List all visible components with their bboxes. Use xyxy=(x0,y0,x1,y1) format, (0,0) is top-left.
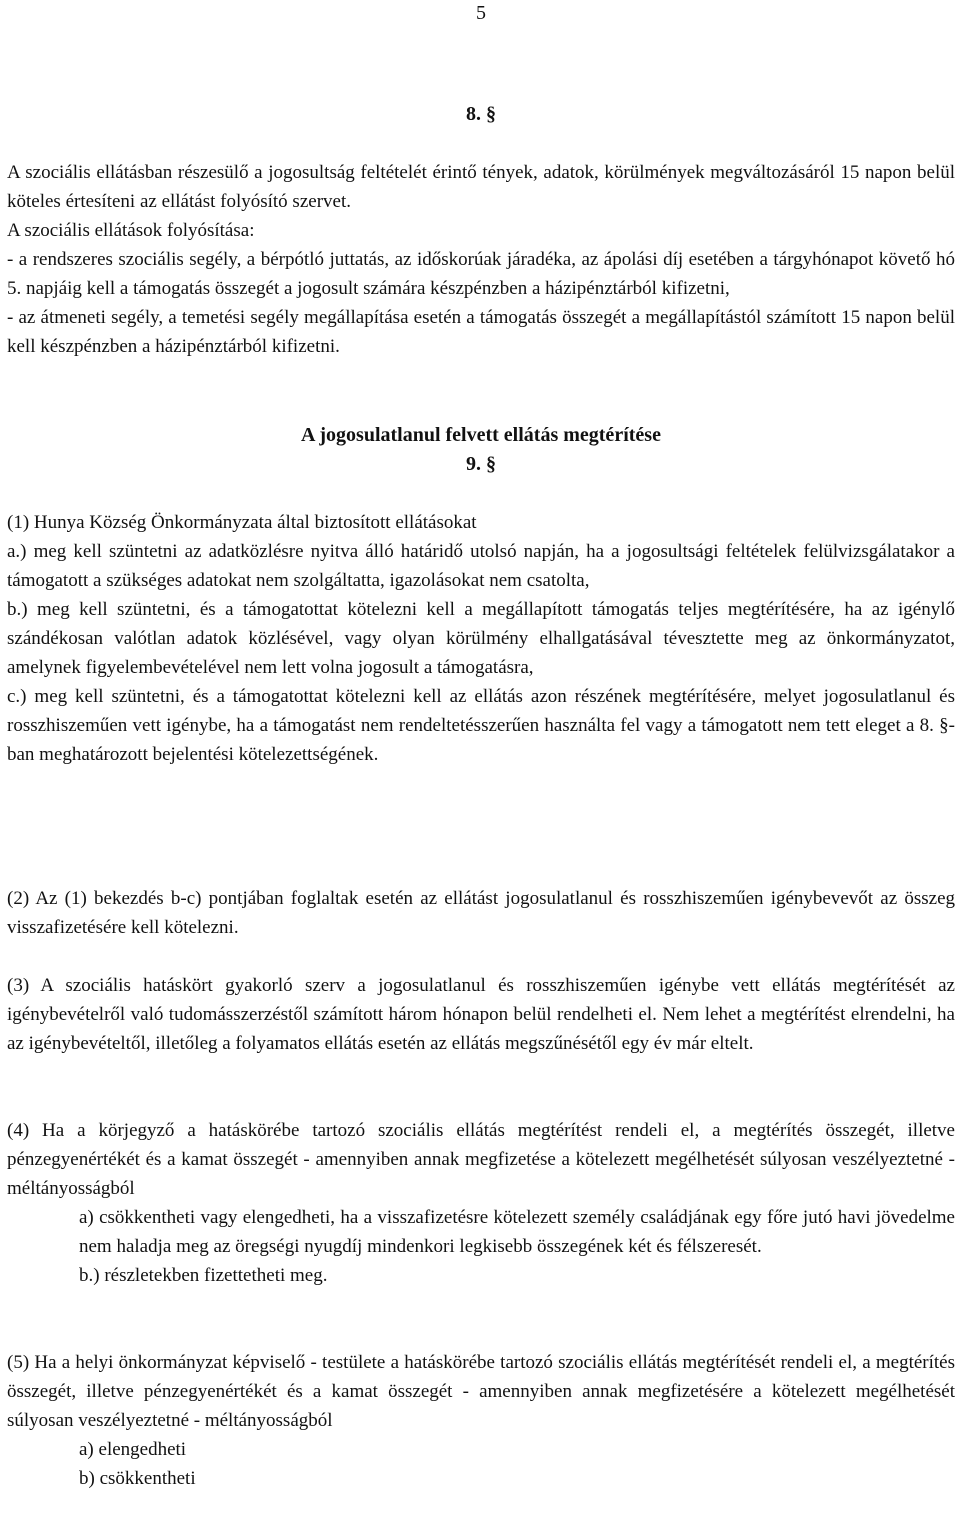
section-9-paragraph-1: (1) Hunya Község Önkormányzata által biztosított ellátásokat xyxy=(7,512,477,533)
section-9-part-5 xyxy=(7,1348,955,1493)
section-9-part-1 xyxy=(7,508,955,769)
section-8-paragraph-4: - az átmeneti segély, a temetési segély megállapítása esetén a támogatás összegét a megállapítástól számított 15 napon belül kell készpénzben a házipénztárból kifizetni. xyxy=(7,307,955,357)
section-8-paragraph-2: A szociális ellátások folyósítása: xyxy=(7,220,255,241)
section-9-part-2 xyxy=(7,884,955,942)
section-8-title: 8. § xyxy=(466,103,496,125)
section-9-title: 9. § xyxy=(466,453,496,475)
section-8-paragraph-1: A szociális ellátásban részesülő a jogosultság feltételét érintő tények, adatok, körülmények megváltozásáról 15 napon belül köteles értesíteni az ellátást folyósító szervet. xyxy=(7,162,955,212)
section-8-body xyxy=(7,158,955,361)
section-9-point-a: a.) meg kell szüntetni az adatközlésre nyitva álló határidő utolsó napján, ha a jogosultsági feltételek felülvizsgálatakor a támogatott a szükséges adatokat nem szolgáltatta, igazolásokat nem csatolta, xyxy=(7,541,955,591)
section-9-paragraph-5a: a) elengedheti xyxy=(79,1439,187,1460)
section-9-part-3 xyxy=(7,971,955,1058)
section-9-paragraph-4: (4) Ha a körjegyző a hatáskörébe tartozó szociális ellátás megtérítést rendeli el, a megtérítés összegét, illetve pénzegyenértékét és a kamat összegét - amennyiben annak megfizetése a kötelezett megélhetését súlyosan veszélyeztetné - méltányosságból xyxy=(7,1120,955,1199)
section-9-paragraph-4a: a) csökkentheti vagy elengedheti, ha a visszafizetésre kötelezett személy családjának egy főre jutó havi jövedelme nem haladja meg az öregségi nyugdíj mindenkori legkisebb összegének két és félszeresét. xyxy=(79,1207,955,1257)
section-8-paragraph-3: - a rendszeres szociális segély, a bérpótló juttatás, az időskorúak járadéka, az ápolási díj esetében a tárgyhónapot követő hó 5. napjáig kell a támogatás összegét a jogosult számára készpénzben a házipénztárból kifizetni, xyxy=(7,249,955,299)
section-9-paragraph-4b: b.) részletekben fizettetheti meg. xyxy=(79,1265,328,1286)
section-9-paragraph-5: (5) Ha a helyi önkormányzat képviselő - testülete a hatáskörébe tartozó szociális ellátás megtérítését rendeli el, a megtérítés összegét, illetve pénzegyenértékét és a kamat összegét - amennyiben annak megfizetésére a kötelezett megélhetését súlyosan veszélyeztetné - méltányosságból xyxy=(7,1352,955,1431)
section-9-point-b: b.) meg kell szüntetni, és a támogatottat kötelezni kell a megállapított támogatás teljes megtérítésére, ha az igénylő szándékosan valótlan adatok közlésével, vagy olyan körülmény elhallgatásával tévesztette meg az önkormányzatot, amelynek figyelembevételével nem lett volna jogosult a támogatásra, xyxy=(7,599,955,678)
page-number: 5 xyxy=(476,2,486,24)
section-heading: A jogosulatlanul felvett ellátás megtérítése xyxy=(301,424,661,446)
section-9-paragraph-3: (3) A szociális hatáskört gyakorló szerv a jogosulatlanul és rosszhiszeműen igénybe vett ellátás megtérítését az igénybevételről való tudomásszerzéstől számított három hónapon belül rendelheti el. Nem lehet a megtérítést elrendelni, ha az igénybevételtől, illetőleg a folyamatos ellátás esetén az ellátás megszűnésétől egy év már eltelt. xyxy=(7,975,955,1054)
section-9-paragraph-5b: b) csökkentheti xyxy=(79,1468,196,1489)
section-9-paragraph-2: (2) Az (1) bekezdés b-c) pontjában foglaltak esetén az ellátást jogosulatlanul és rosszhiszeműen igénybevevőt az összeg visszafizetésére kell kötelezni. xyxy=(7,888,955,938)
section-9-part-4 xyxy=(7,1116,955,1290)
section-9-point-c: c.) meg kell szüntetni, és a támogatottat kötelezni kell az ellátás azon részének megtérítésére, melyet jogosulatlanul és rosszhiszeműen vett igénybe, ha a támogatást nem rendeltetésszerűen használta fel vagy a támogatott nem tett eleget a 8. §-ban meghatározott bejelentési kötelezettségének. xyxy=(7,686,955,765)
